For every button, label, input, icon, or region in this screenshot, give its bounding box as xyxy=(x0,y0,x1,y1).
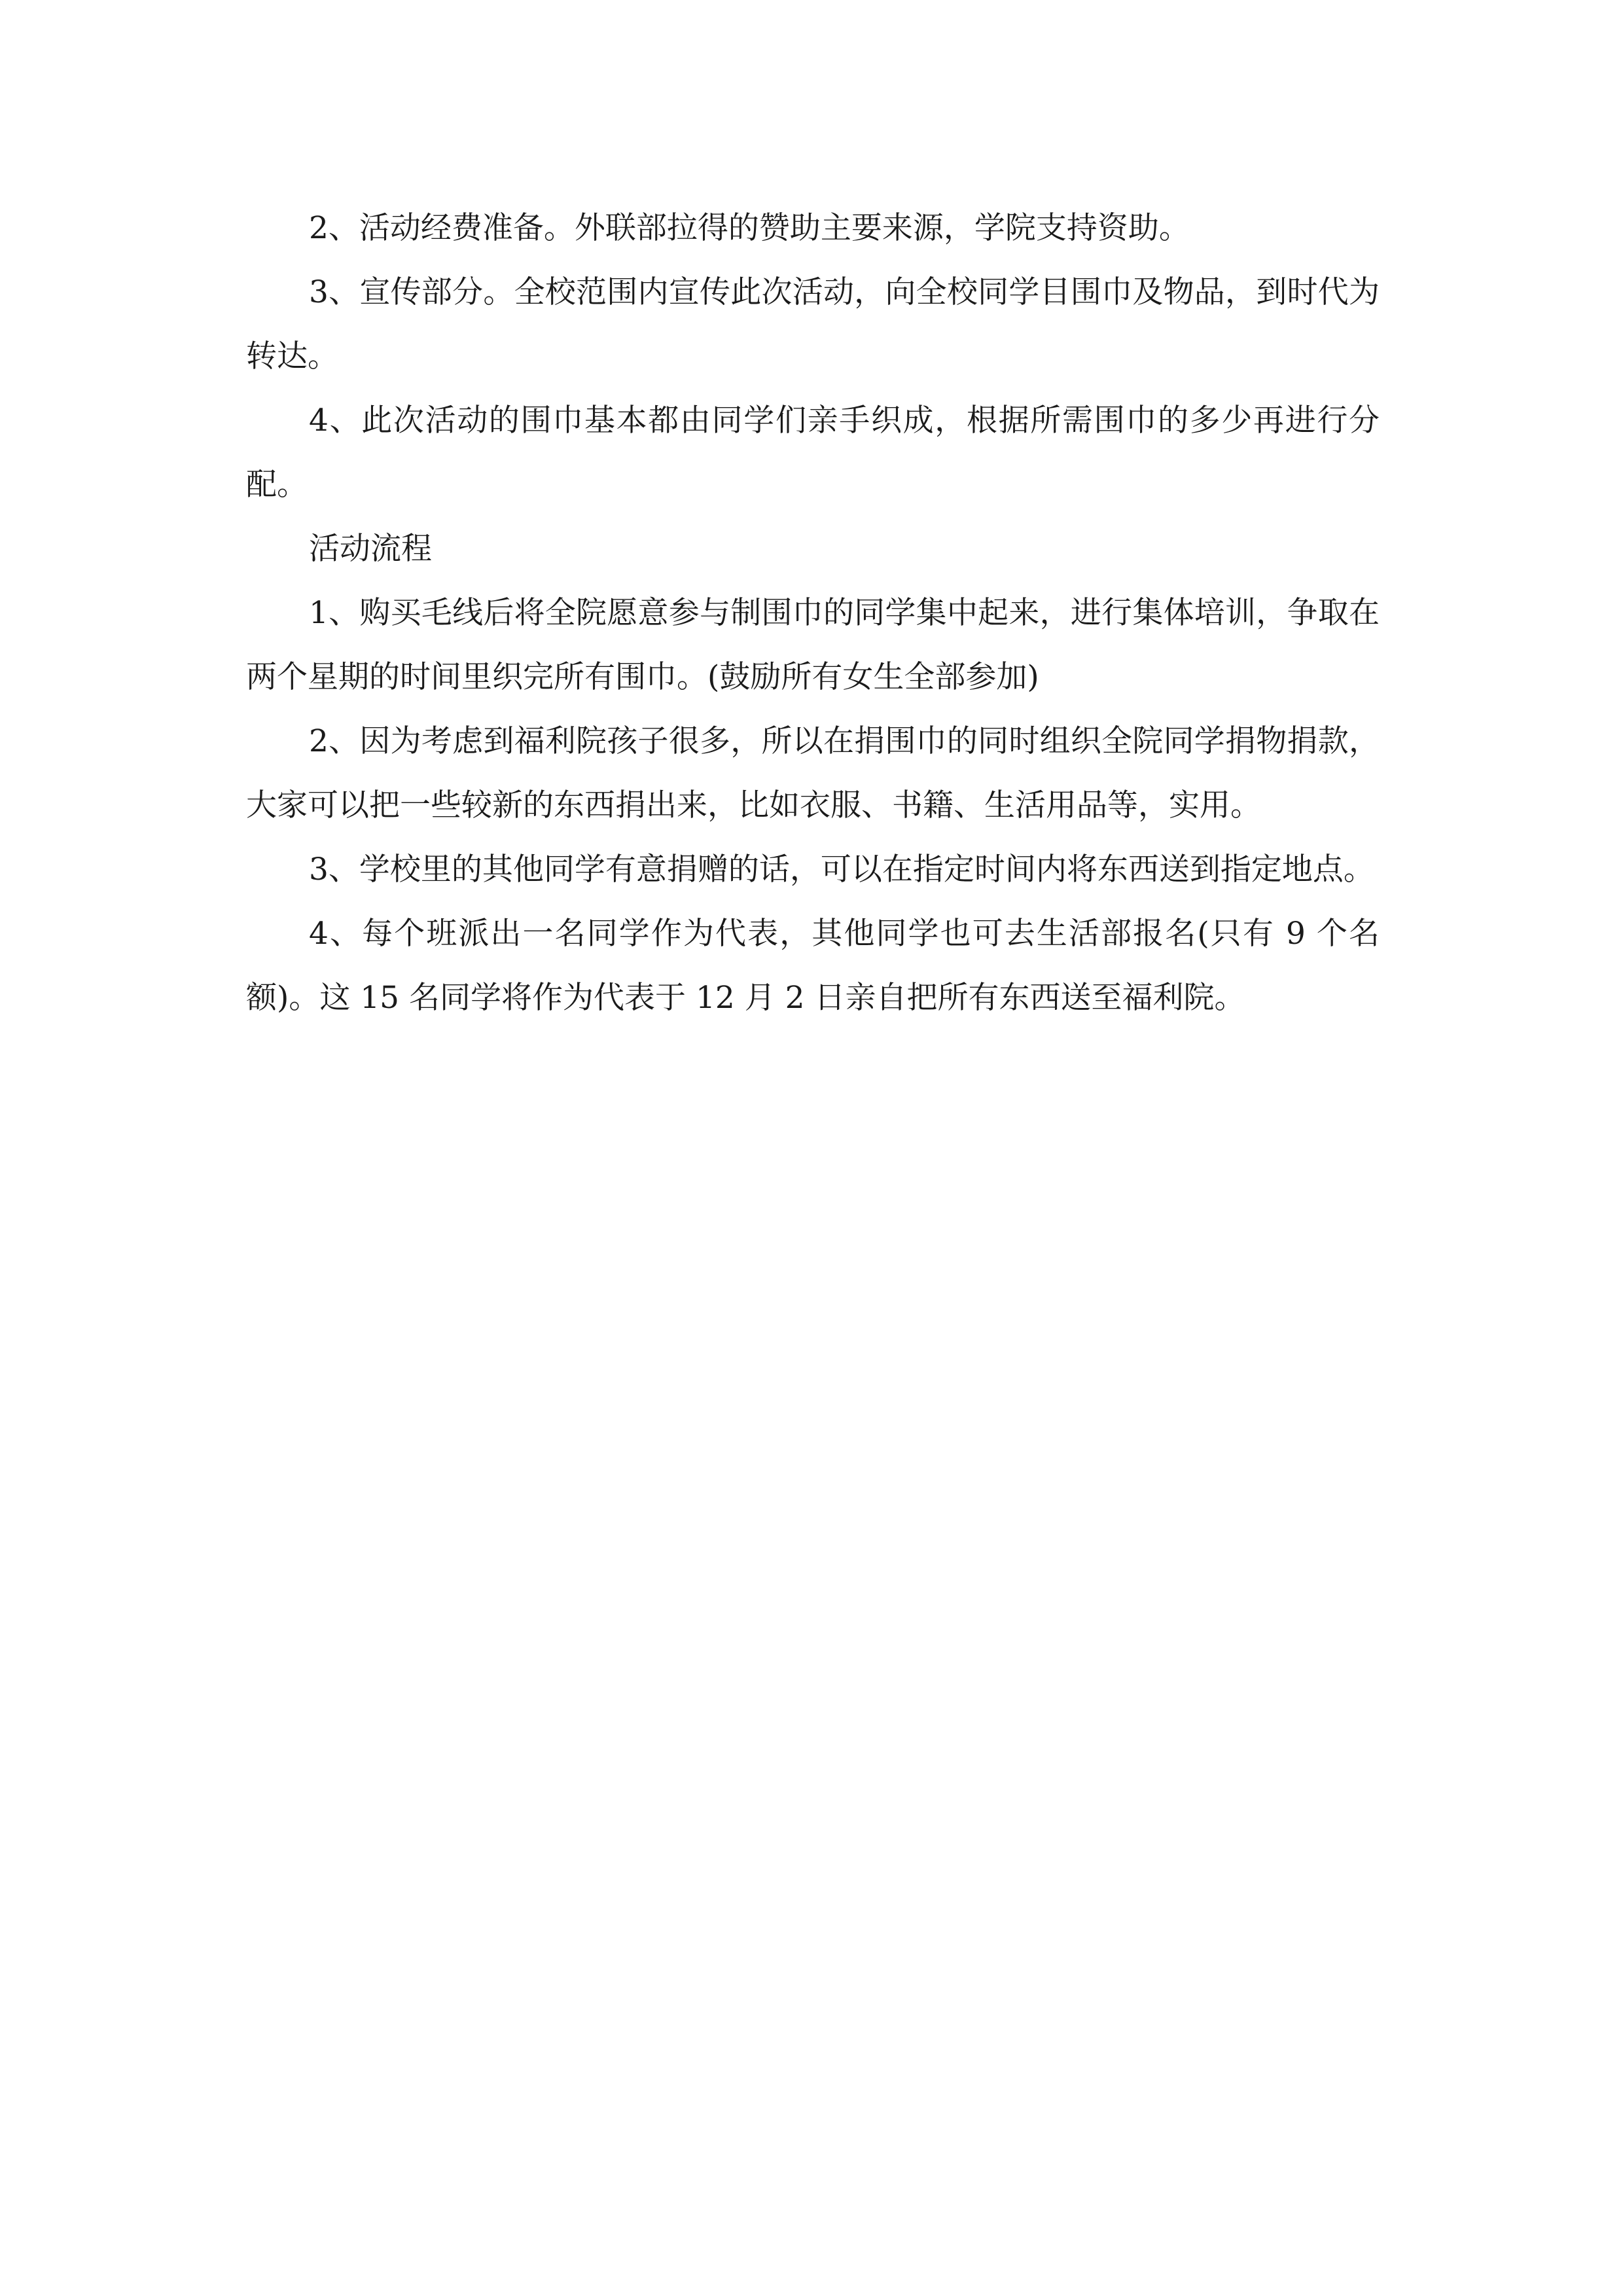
paragraph-process-step-3: 3、学校里的其他同学有意捐赠的话，可以在指定时间内将东西送到指定地点。 xyxy=(309,852,1374,888)
section-heading-activity-process: 活动流程 xyxy=(309,531,432,567)
paragraph-publicity: 3、宣传部分。全校范围内宣传此次活动，向全校同学目围巾及物品，到时代为转达。 xyxy=(246,274,1380,374)
document-body xyxy=(246,196,1380,1030)
paragraph-scarf-making: 4、此次活动的围巾基本都由同学们亲手织成，根据所需围巾的多少再进行分配。 xyxy=(246,403,1380,503)
paragraph-process-step-2: 2、因为考虑到福利院孩子很多，所以在捐围巾的同时组织全院同学捐物捐款，大家可以把一些较新的东西捐出来，比如衣服、书籍、生活用品等，实用。 xyxy=(246,723,1380,823)
paragraph-process-step-4: 4、每个班派出一名同学作为代表，其他同学也可去生活部报名(只有 9 个名额)。这 15 名同学将作为代表于 12 月 2 日亲自把所有东西送至福利院。 xyxy=(246,916,1380,1016)
paragraph-funding: 2、活动经费准备。外联部拉得的赞助主要来源，学院支持资助。 xyxy=(309,210,1190,246)
paragraph-process-step-1: 1、购买毛线后将全院愿意参与制围巾的同学集中起来，进行集体培训，争取在两个星期的时间里织完所有围巾。(鼓励所有女生全部参加) xyxy=(246,595,1380,695)
